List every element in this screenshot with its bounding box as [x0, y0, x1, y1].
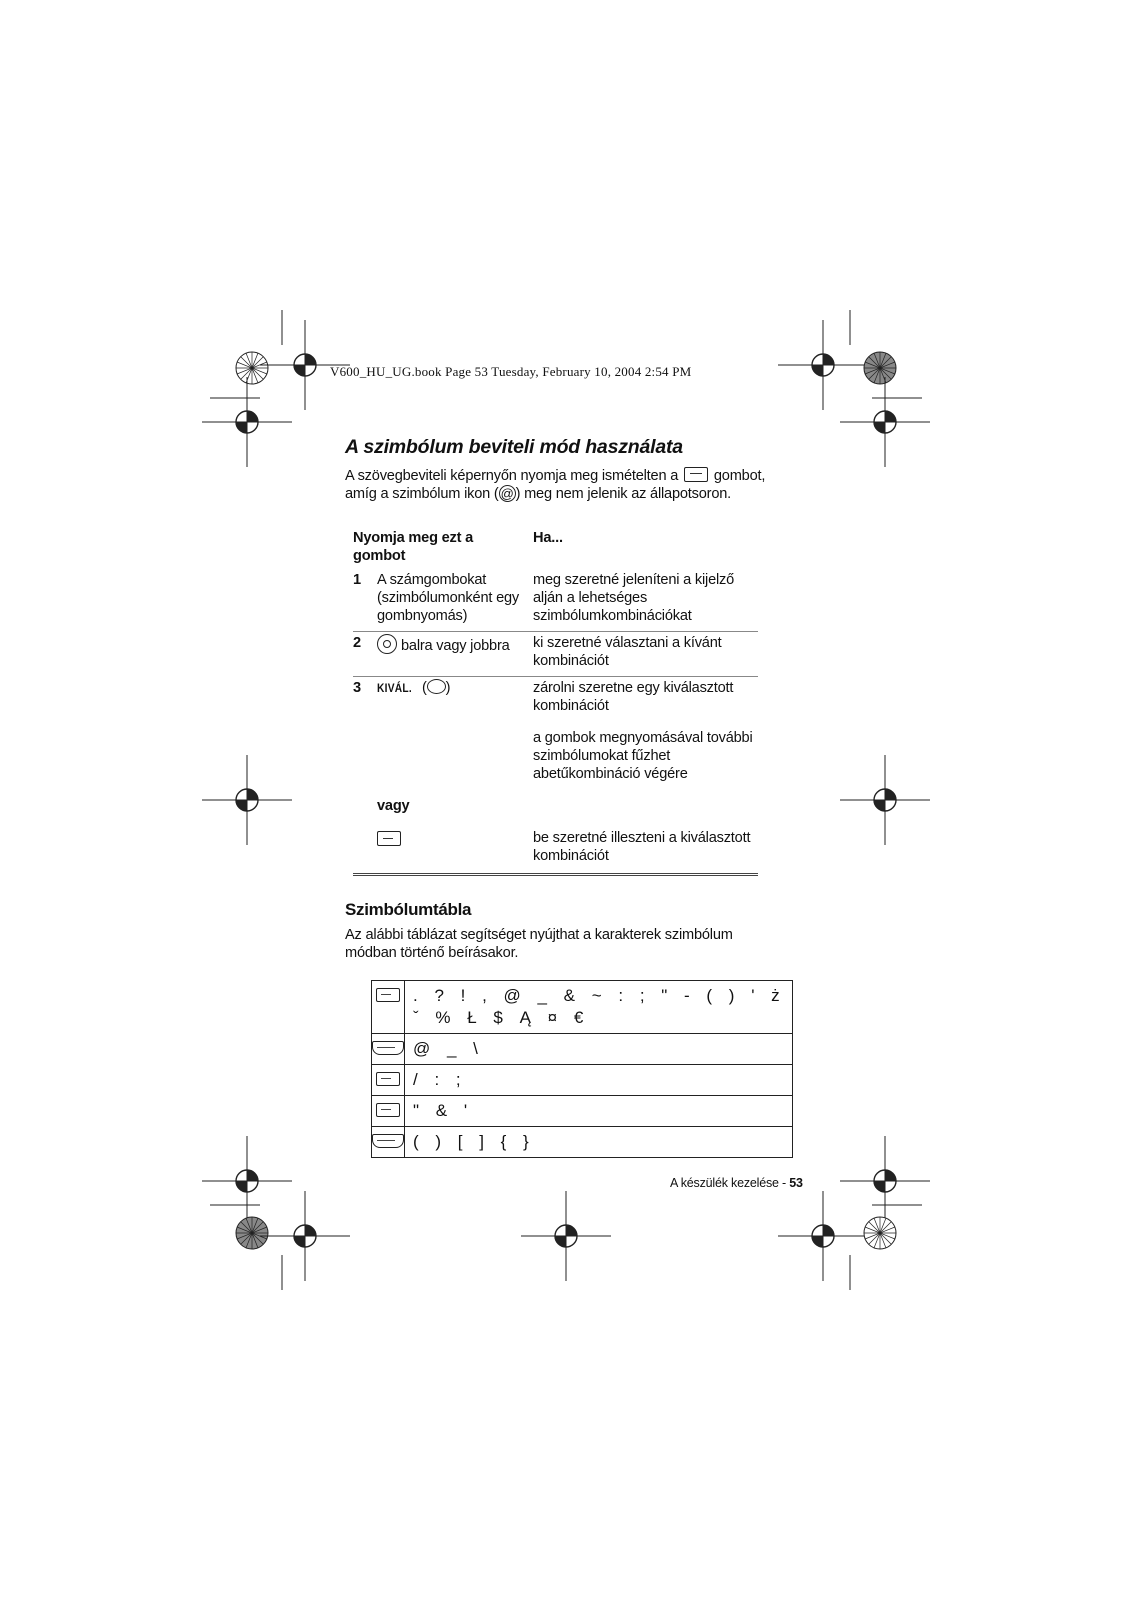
select-softkey-label: KIVÁL.: [377, 681, 412, 695]
symbols-line-1: . ? ! , @ _ & ~ : ; " - ( ) ' ż: [413, 986, 786, 1005]
step-button: A számgombokat (szimbólumonként egy gombnyomás): [377, 569, 533, 632]
page-content: [345, 436, 805, 1158]
step-number: 1: [353, 569, 377, 632]
intro-text-3: amíg a szimbólum ikon (: [345, 486, 499, 502]
key-cell: [372, 981, 405, 1034]
step-button: [377, 632, 533, 677]
key-1-icon: [376, 988, 400, 1002]
key-5-icon: [372, 1134, 404, 1148]
intro-text-4: ) meg nem jelenik az állapotsoron.: [515, 486, 732, 502]
table-row: [372, 1127, 793, 1158]
step-number: 2: [353, 632, 377, 677]
table-row: [353, 632, 758, 677]
paren-open: (: [422, 680, 427, 696]
symbol-table-title: Szimbólumtábla: [345, 900, 472, 919]
symbols-line-2: ˇ % Ł $ Ą ¤ €: [413, 1008, 590, 1027]
table-row: [353, 677, 758, 722]
symbol-cell: [405, 1096, 793, 1127]
footer-label: A készülék kezelése -: [670, 1176, 790, 1190]
star-key-icon: [377, 831, 401, 846]
section-title: A szimbólum beviteli mód használata: [345, 436, 683, 458]
symbols-line-1: @ _ \: [413, 1039, 484, 1058]
intro-text-1: A szövegbeviteli képernyőn nyomja meg ismételten a: [345, 468, 679, 484]
table-row: [353, 789, 758, 821]
symbol-table-intro: Az alábbi táblázat segítséget nyújthat a karakterek szimbólum módban történő beírásakor.: [345, 927, 733, 961]
symbols-line-1: ( ) [ ] { }: [413, 1132, 535, 1151]
table-row: [372, 1065, 793, 1096]
key-3-icon: [376, 1072, 400, 1086]
step-button: [377, 677, 533, 722]
step-result: a gombok megnyomásával további szimbólumokat fűzhet abetűkombináció végére: [533, 730, 753, 782]
step-result: zárolni szeretne egy kiválasztott kombinációt: [533, 680, 734, 714]
symbol-cell: [405, 1034, 793, 1065]
symbols-line-1: / : ;: [413, 1070, 467, 1089]
print-header: V600_HU_UG.book Page 53 Tuesday, February 10, 2004 2:54 PM: [330, 364, 692, 379]
navigation-key-icon: [377, 634, 397, 654]
table-row: [353, 569, 758, 632]
steps-col2-header: Ha...: [533, 530, 563, 546]
table-row: [372, 981, 793, 1034]
table-row: [372, 1034, 793, 1065]
symbols-line-1: " & ': [413, 1101, 474, 1120]
symbol-mode-icon: @: [500, 486, 514, 501]
key-4-icon: [376, 1103, 400, 1117]
step-result: ki szeretné választani a kívánt kombinációt: [533, 632, 758, 677]
page-footer: [670, 1176, 803, 1190]
step-number: 3: [353, 680, 361, 696]
key-cell: [372, 1127, 405, 1158]
steps-col1-header: Nyomja meg ezt a gombot: [353, 530, 474, 564]
key-cell: [372, 1034, 405, 1065]
table-row: [372, 1096, 793, 1127]
page-number: 53: [789, 1176, 803, 1190]
key-cell: [372, 1096, 405, 1127]
table-row: [353, 821, 758, 875]
intro-text-2: gombot,: [713, 468, 766, 484]
pound-key-icon: [684, 467, 708, 482]
or-label: vagy: [377, 798, 410, 814]
section-intro: [345, 467, 805, 503]
symbol-table: [371, 980, 793, 1158]
key-cell: [372, 1065, 405, 1096]
softkey-icon: [427, 679, 446, 694]
step-result: meg szeretné jeleníteni a kijelző alján a lehetséges szimbólumkombinációkat: [533, 569, 758, 632]
key-2-icon: [372, 1041, 404, 1055]
symbol-cell: [405, 1065, 793, 1096]
step-result: be szeretné illeszteni a kiválasztott kombinációt: [533, 821, 758, 875]
symbol-cell: [405, 1127, 793, 1158]
step-button-text: balra vagy jobbra: [401, 638, 510, 654]
table-row: [353, 721, 758, 789]
steps-table: [353, 529, 758, 876]
paren-close: ): [445, 680, 451, 696]
symbol-cell: [405, 981, 793, 1034]
